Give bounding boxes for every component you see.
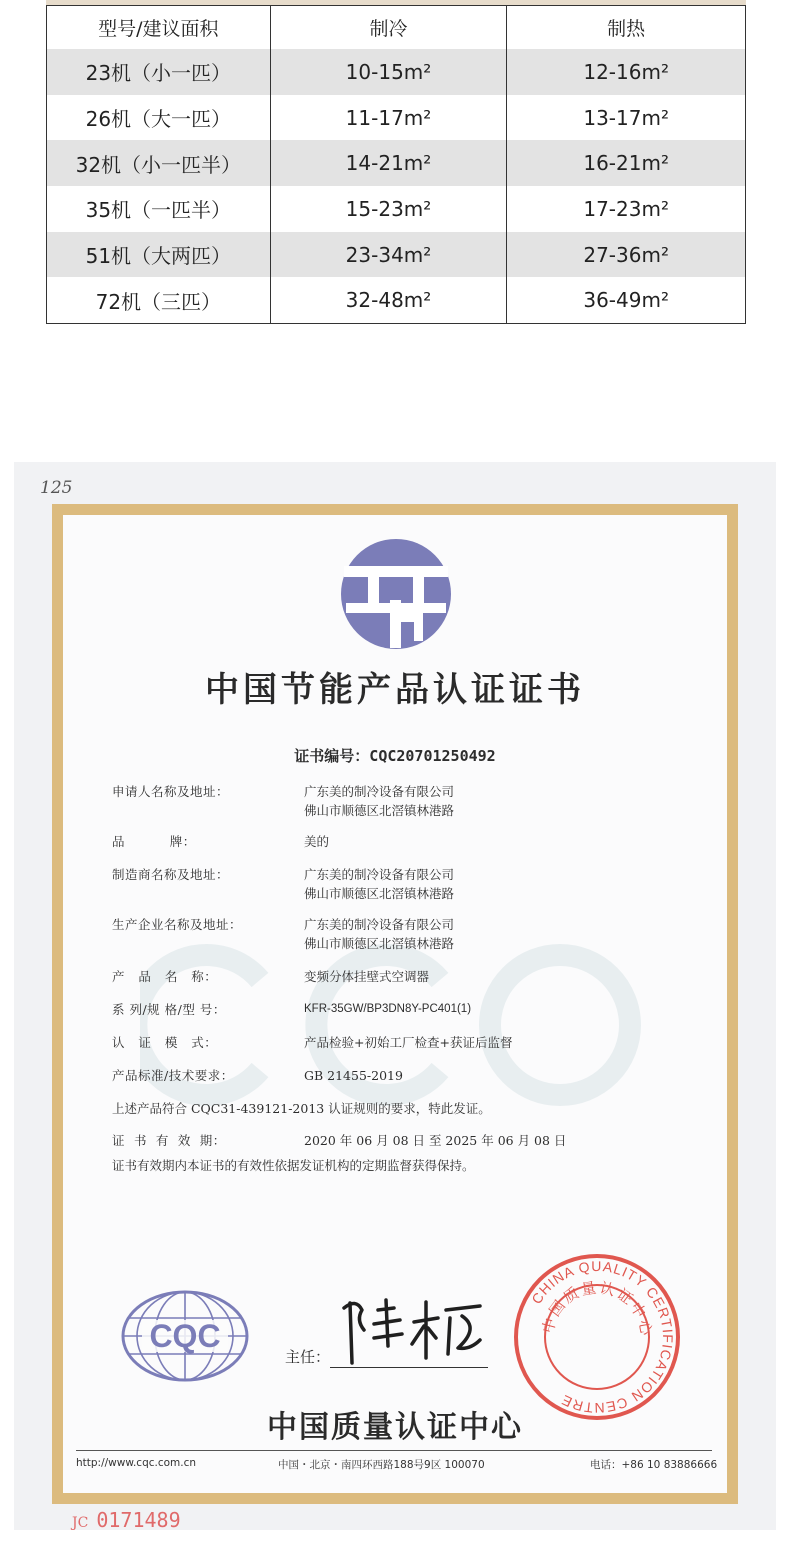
table-header-row — [47, 6, 746, 50]
producer-name: 广东美的制冷设备有限公司 — [304, 917, 455, 932]
mode-label: 认 证 模 式： — [112, 1035, 218, 1050]
header-cooling: 制冷 — [270, 6, 507, 50]
handwritten-note: 125 — [40, 478, 73, 498]
brand-value: 美的 — [304, 834, 330, 849]
svg-text:CHINA QUALITY CERTIFICATION CE: CHINA QUALITY CERTIFICATION CENTRE — [528, 1257, 677, 1417]
table-row — [47, 49, 746, 95]
cell-heating: 16-21m² — [507, 140, 746, 186]
mode-value: 产品检验+初始工厂检查+获证后监督 — [304, 1035, 513, 1050]
serial-prefix: JC — [72, 1515, 89, 1531]
cell-heating: 36-49m² — [507, 277, 746, 323]
red-seal-icon — [512, 1252, 682, 1422]
cell-cooling: 23-34m² — [270, 232, 507, 278]
cell-cooling: 14-21m² — [270, 140, 507, 186]
brand-label: 品 牌： — [112, 834, 196, 849]
handwritten-signature-icon — [330, 1288, 490, 1368]
cell-model: 72机（三匹） — [47, 277, 271, 323]
cell-heating: 27-36m² — [507, 232, 746, 278]
cell-model: 32机（小一匹半） — [47, 140, 271, 186]
table-row — [47, 95, 746, 141]
validity-note: 证书有效期内本证书的有效性依据发证机构的定期监督获得保持。 — [112, 1158, 475, 1173]
header-heating: 制热 — [507, 6, 746, 50]
cell-model: 51机（大两匹） — [47, 232, 271, 278]
serial-value: 0171489 — [96, 1508, 181, 1532]
product-label: 产 品 名 称： — [112, 969, 218, 984]
validity-value: 2020 年 06 月 08 日 至 2025 年 06 月 08 日 — [304, 1133, 567, 1148]
signature-line — [330, 1367, 488, 1368]
cell-model: 23机（小一匹） — [47, 49, 271, 95]
svg-text:CQC: CQC — [149, 1318, 221, 1354]
footer-divider — [76, 1450, 712, 1451]
footer-phone: 电话：+86 10 83886666 — [590, 1459, 718, 1471]
cell-model: 35机（一匹半） — [47, 186, 271, 232]
applicant-name: 广东美的制冷设备有限公司 — [304, 784, 455, 799]
model-label: 系 列/规 格/型 号： — [112, 1002, 226, 1017]
table-row — [47, 186, 746, 232]
product-value: 变频分体挂壁式空调器 — [304, 969, 430, 984]
model-value: KFR-35GW/BP3DN8Y-PC401(1) — [304, 1003, 472, 1015]
table-row — [47, 277, 746, 323]
standard-value: GB 21455-2019 — [304, 1068, 403, 1083]
energy-saving-logo-icon — [340, 538, 452, 650]
footer-address: 中国・北京・南四环西路188号9区 100070 — [278, 1459, 485, 1471]
cell-heating: 12-16m² — [507, 49, 746, 95]
cell-cooling: 32-48m² — [270, 277, 507, 323]
cell-heating: 13-17m² — [507, 95, 746, 141]
manufacturer-name: 广东美的制冷设备有限公司 — [304, 867, 455, 882]
table-row — [47, 232, 746, 278]
producer-address: 佛山市顺德区北滘镇林港路 — [304, 936, 455, 951]
cell-cooling: 10-15m² — [270, 49, 507, 95]
header-model: 型号/建议面积 — [47, 6, 271, 50]
issuer-name: 中国质量认证中心 — [267, 1410, 523, 1445]
certificate-number: 证书编号：CQC20701250492 — [294, 747, 496, 765]
standard-label: 产品标准/技术要求： — [112, 1068, 234, 1083]
manufacturer-label: 制造商名称及地址： — [112, 867, 230, 882]
serial-number — [72, 1508, 181, 1532]
cell-heating: 17-23m² — [507, 186, 746, 232]
capacity-table — [46, 5, 746, 324]
table-row — [47, 140, 746, 186]
cell-cooling: 11-17m² — [270, 95, 507, 141]
manufacturer-address: 佛山市顺德区北滘镇林港路 — [304, 886, 455, 901]
applicant-label: 申请人名称及地址： — [112, 784, 230, 799]
cqc-globe-logo-icon — [120, 1290, 250, 1382]
producer-label: 生产企业名称及地址： — [112, 917, 243, 932]
validity-label: 证 书 有 效 期： — [112, 1133, 226, 1148]
signer-label: 主任： — [285, 1348, 331, 1366]
applicant-address: 佛山市顺德区北滘镇林港路 — [304, 803, 455, 818]
compliance-statement: 上述产品符合 CQC31-439121-2013 认证规则的要求，特此发证。 — [112, 1101, 491, 1116]
cell-cooling: 15-23m² — [270, 186, 507, 232]
cell-model: 26机（大一匹） — [47, 95, 271, 141]
svg-text:中国质量认证中心: 中国质量认证中心 — [538, 1278, 656, 1339]
certificate-title: 中国节能产品认证证书 — [205, 670, 585, 710]
footer-url: http://www.cqc.com.cn — [76, 1457, 197, 1469]
